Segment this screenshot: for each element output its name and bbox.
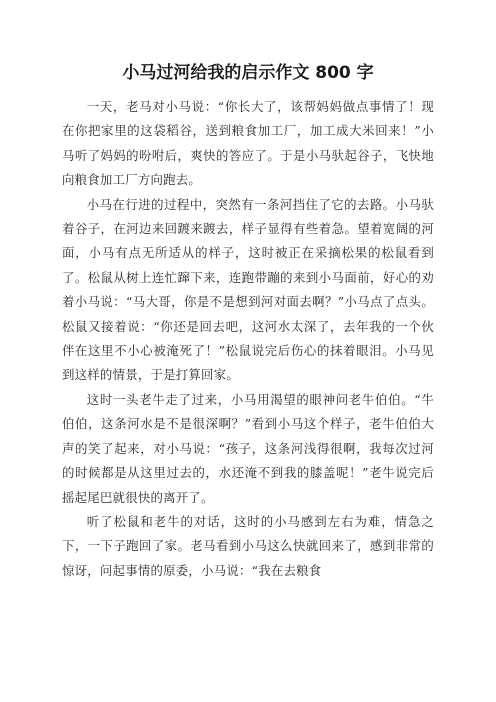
paragraph-3: 这时一头老牛走了过来，小马用渴望的眼神问老牛伯伯。“牛伯伯，这条河水是不是很深啊？”看到小马这个样子，老牛伯伯大声的笑了起来，对小马说：“孩子，这条河浅得很啊，我每次过河的时候都是从这里过去的，水还淹不到我的膝盖呢！”老牛说完后摇起尾巴就很快的离开了。 [62,391,434,505]
paragraph-2: 小马在行进的过程中，突然有一条河挡住了它的去路。小马驮着谷子，在河边来回踱来踱去，样子显得有些着急。望着宽阔的河面，小马有点无所适从的样子，这时被正在采摘松果的松鼠看到了。松鼠从树上连忙蹿下来，连跑带蹦的来到小马面前，好心的劝着小马说：“马大哥，你是不是想到河对面去啊？”小马点了点头。松鼠又接着说：“你还是回去吧，这河水太深了，去年我的一个伙伴在这里不小心被淹死了！”松鼠说完后伤心的抹着眼泪。小马见到这样的情景，于是打算回家。 [62,196,434,383]
paragraph-4: 听了松鼠和老牛的对话，这时的小马感到左右为难，情急之下，一下子跑回了家。老马看到小马这么快就回来了，感到非常的惊讶，问起事情的原委，小马说：“我在去粮食 [62,513,434,578]
paragraph-1: 一天，老马对小马说：“你长大了，该帮妈妈做点事情了！现在你把家里的这袋稻谷，送到粮食加工厂，加工成大米回来！”小马听了妈妈的吩咐后，爽快的答应了。于是小马驮起谷子，飞快地向粮食加工厂方向跑去。 [62,99,434,188]
page-title: 小马过河给我的启示作文 800 字 [122,63,374,83]
article-body [62,95,434,583]
